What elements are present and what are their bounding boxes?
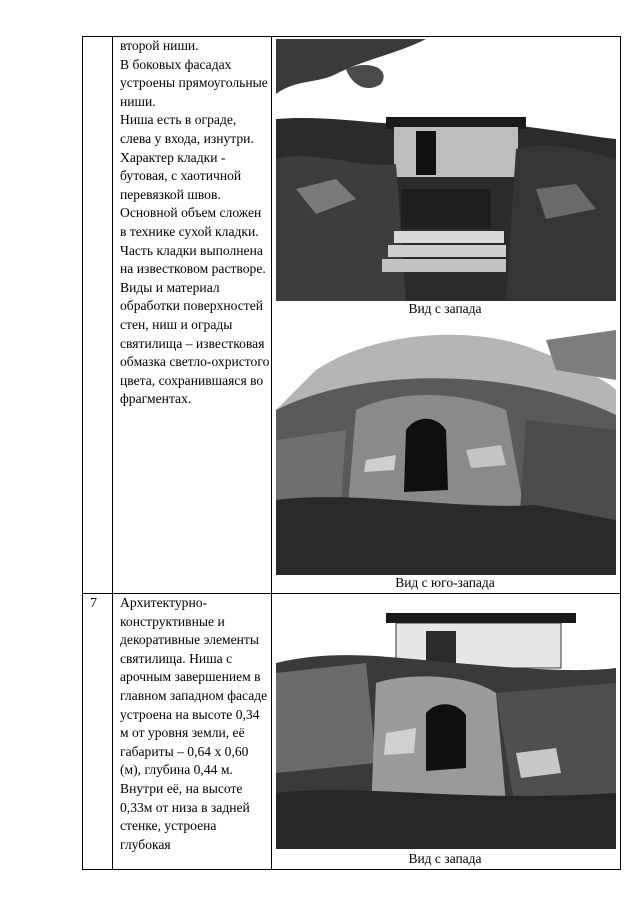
photo-caption: Вид с запада <box>408 301 482 316</box>
paragraph: Виды и материал обработки поверхностей стен, ниш и ограды святилища – известковая обмазка светло-охристого цвета, сохранившаяся во фрагментах. <box>120 279 270 407</box>
photo-caption: Вид с запада <box>408 851 482 866</box>
paragraph: Архитектурно-конструктивные и декоративные элементы святилища. Ниша с арочным завершением в главном западном фасаде устроена на высоте 0,34 м от уровня земли, её габариты – 0,64 х 0,60 (м), глубина 0,44 м. Внутри её, на высоте 0,33м от низа в задней стенке, устроена глубокая <box>120 595 268 852</box>
paragraph: второй ниши. <box>120 38 199 53</box>
row-number: 7 <box>90 596 97 611</box>
photo-shrine-west-view-2 <box>276 603 616 849</box>
paragraph: Основной объем сложен в технике сухой кладки. Часть кладки выполнена на известковом растворе. <box>120 205 266 277</box>
paragraph: Характер кладки - бутовая, с хаотичной перевязкой швов. <box>120 149 242 202</box>
row-description <box>120 594 270 854</box>
column-divider <box>271 37 272 869</box>
document-table <box>82 36 621 870</box>
paragraph: Ниша есть в ограде, слева у входа, изнутри. <box>120 112 254 146</box>
paragraph: В боковых фасадах устроены прямоугольные ниши. <box>120 56 268 109</box>
photo-shrine-southwest-view <box>276 320 616 575</box>
row-description <box>120 37 270 409</box>
column-divider <box>112 37 113 869</box>
photo-caption: Вид с юго-запада <box>395 575 495 590</box>
photo-shrine-west-view <box>276 39 616 301</box>
